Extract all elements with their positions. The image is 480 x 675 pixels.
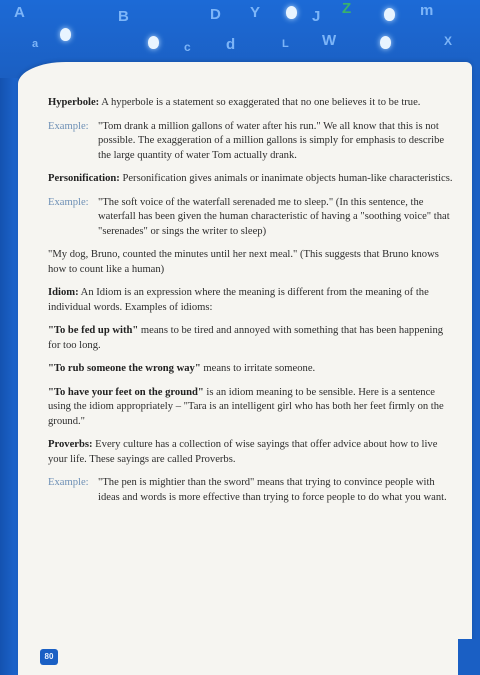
banner-letter: B xyxy=(118,8,129,25)
proverbs-text: Every culture has a collection of wise sayings that offer advice about how to live your life. These sayings are called Proverbs. xyxy=(48,439,438,465)
book-page xyxy=(18,62,472,675)
lightbulb-icon xyxy=(380,36,391,49)
banner-letter: J xyxy=(312,8,321,25)
hyperbole-definition xyxy=(48,96,456,111)
proverbs-term: Proverbs: xyxy=(48,439,93,450)
banner-letter: X xyxy=(444,34,453,48)
personification-definition xyxy=(48,172,456,187)
idiom-term: Idiom: xyxy=(48,287,79,298)
personification-term: Personification: xyxy=(48,173,120,184)
banner-letter: Y xyxy=(250,4,261,21)
idiom-text: An Idiom is an expression where the meaning is different from the meaning of the individual words. Examples of idioms: xyxy=(48,287,429,313)
lightbulb-icon xyxy=(384,8,395,21)
banner-letter: d xyxy=(226,36,236,53)
lightbulb-icon xyxy=(60,28,71,41)
lightbulb-icon xyxy=(286,6,297,19)
example-label: Example: xyxy=(48,120,89,132)
idiom-definition xyxy=(48,286,456,315)
personification-text: Personification gives animals or inanimate objects human-like characteristics. xyxy=(119,173,453,184)
lightbulb-icon xyxy=(148,36,159,49)
banner-letter: L xyxy=(282,38,289,50)
example-label: Example: xyxy=(48,477,89,488)
idiom-meaning: means to irritate someone. xyxy=(200,363,316,374)
banner-letter: c xyxy=(184,40,191,54)
hyperbole-text: A hyperbole is a statement so exaggerated that no one believes it to be true. xyxy=(99,97,421,108)
page-content xyxy=(48,96,456,514)
proverbs-example xyxy=(48,476,456,505)
hyperbole-example-text: "Tom drank a million gallons of water after his run." We all know that this is not possible. The exaggeration of a million gallons is simply for emphasis to describe the large quantity of water Tom actually drank. xyxy=(98,120,445,161)
example-label: Example: xyxy=(48,196,89,208)
proverbs-example-text: "The pen is mightier than the sword" means that trying to convince people with ideas and words is more effective than trying to force people to do what you want. xyxy=(98,477,447,503)
page-number: 80 xyxy=(40,649,58,665)
banner-letter: A xyxy=(14,4,25,21)
banner-letter: a xyxy=(32,38,39,50)
proverbs-definition xyxy=(48,438,456,467)
idiom-example xyxy=(48,324,456,353)
idiom-meaning: means to be tired and annoyed with something that has been happening for too long. xyxy=(48,325,444,351)
idiom-phrase: "To be fed up with" xyxy=(48,325,139,336)
hyperbole-example xyxy=(48,120,456,164)
banner-letter: m xyxy=(420,2,434,19)
idiom-example xyxy=(48,386,456,430)
idiom-example xyxy=(48,362,456,377)
idiom-meaning: is an idiom meaning to be sensible. Here is a sentence using the idiom appropriately – "Tara is an intelligent girl who has both her feet firmly on the ground." xyxy=(48,386,444,427)
personification-example xyxy=(48,196,456,240)
left-page-edge xyxy=(0,78,18,675)
banner-letter: D xyxy=(210,6,221,23)
corner-decoration xyxy=(458,639,480,675)
banner-letter: W xyxy=(322,32,337,49)
idiom-phrase: "To rub someone the wrong way" xyxy=(48,363,201,374)
banner-letter: Z xyxy=(342,0,352,17)
personification-example-2: "My dog, Bruno, counted the minutes until her next meal." (This suggests that Bruno knows how to count like a human) xyxy=(48,249,439,275)
personification-example-text: "The soft voice of the waterfall serenaded me to sleep." (In this sentence, the waterfall has been given the human characteristic of having a "soothing voice" that "serenades" or sings the writer to sleep) xyxy=(98,196,450,237)
idiom-phrase: "To have your feet on the ground" xyxy=(48,386,204,398)
hyperbole-term: Hyperbole: xyxy=(48,97,100,108)
